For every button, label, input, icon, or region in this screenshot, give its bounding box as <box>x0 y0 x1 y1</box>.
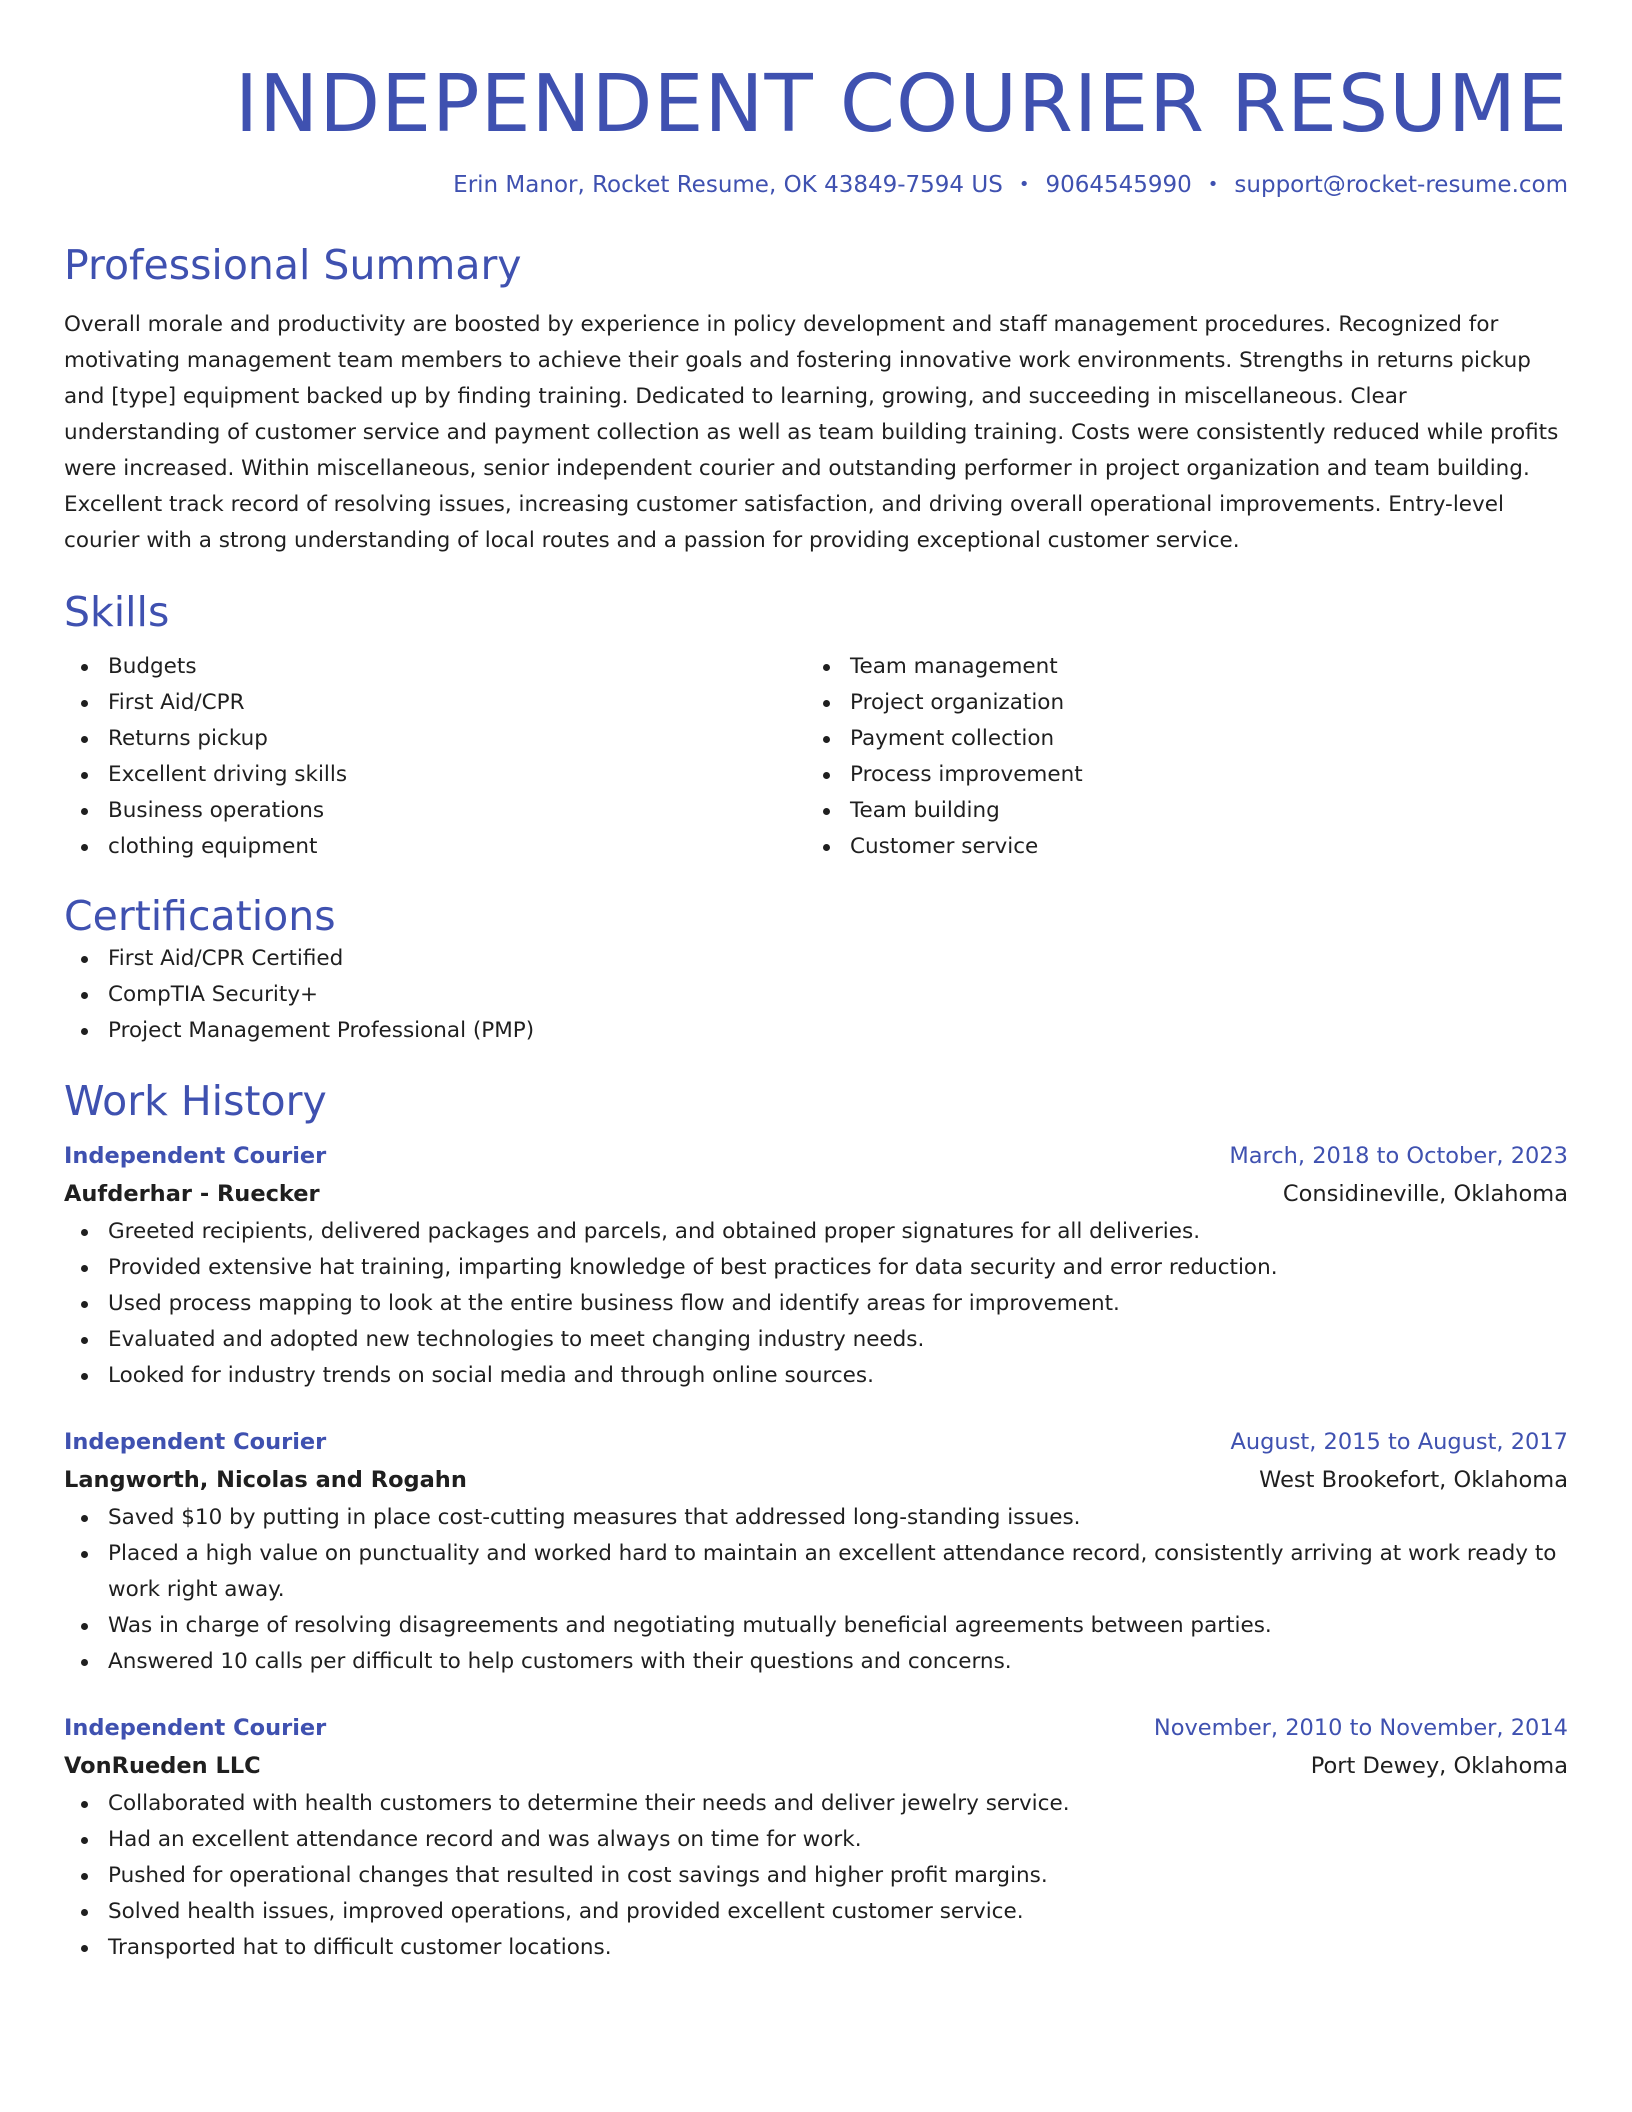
skill-item: clothing equipment <box>64 829 806 865</box>
job-bullet: Transported hat to difficult customer locations. <box>64 1930 1568 1966</box>
resume-title: INDEPENDENT COURIER RESUME <box>234 58 1568 150</box>
job-bullet: Placed a high value on punctuality and worked hard to maintain an excellent attendance record, consistently arriving at work ready to work right away. <box>64 1536 1568 1608</box>
skill-item: Process improvement <box>806 757 1548 793</box>
certification-item: First Aid/CPR Certified <box>64 941 1568 977</box>
contact-line <box>64 170 1568 200</box>
job-company: VonRueden LLC <box>64 1753 261 1779</box>
job-entry <box>64 1138 1568 1394</box>
work-history-section <box>64 1076 1568 1966</box>
job-dates: August, 2015 to August, 2017 <box>1230 1429 1568 1455</box>
job-bullet: Was in charge of resolving disagreements and negotiating mutually beneficial agreements between parties. <box>64 1608 1568 1644</box>
skills-list-right <box>806 649 1548 865</box>
skill-item: Customer service <box>806 829 1548 865</box>
certifications-section <box>64 891 1568 1049</box>
certification-item: CompTIA Security+ <box>64 977 1568 1013</box>
job-company: Langworth, Nicolas and Rogahn <box>64 1467 467 1493</box>
skills-list-left <box>64 649 806 865</box>
contact-email: support@rocket-resume.com <box>1234 172 1568 198</box>
job-bullet: Used process mapping to look at the entire business flow and identify areas for improvement. <box>64 1286 1568 1322</box>
contact-separator: • <box>1018 174 1030 195</box>
certifications-list <box>64 941 1568 1049</box>
certification-item: Project Management Professional (PMP) <box>64 1013 1568 1049</box>
skill-item: Excellent driving skills <box>64 757 806 793</box>
certifications-heading: Certifications <box>64 892 336 940</box>
job-bullet: Saved $10 by putting in place cost-cutting measures that addressed long-standing issues. <box>64 1500 1568 1536</box>
work-history-heading: Work History <box>64 1077 327 1125</box>
summary-heading: Professional Summary <box>64 241 522 289</box>
job-bullets <box>64 1500 1568 1680</box>
job-bullet: Looked for industry trends on social media and through online sources. <box>64 1358 1568 1394</box>
skills-heading: Skills <box>64 588 170 636</box>
job-bullet: Greeted recipients, delivered packages and parcels, and obtained proper signatures for all deliveries. <box>64 1214 1568 1250</box>
job-bullets <box>64 1214 1568 1394</box>
skills-section <box>64 587 1568 865</box>
job-bullet: Evaluated and adopted new technologies to meet changing industry needs. <box>64 1322 1568 1358</box>
job-bullet: Solved health issues, improved operations, and provided excellent customer service. <box>64 1894 1568 1930</box>
job-title: Independent Courier <box>64 1143 327 1169</box>
skill-item: Budgets <box>64 649 806 685</box>
job-entry <box>64 1710 1568 1966</box>
skill-item: Returns pickup <box>64 721 806 757</box>
job-title: Independent Courier <box>64 1429 327 1455</box>
contact-address: Erin Manor, Rocket Resume, OK 43849-7594 US <box>453 172 1003 198</box>
job-bullets <box>64 1786 1568 1966</box>
job-bullet: Collaborated with health customers to determine their needs and deliver jewelry service. <box>64 1786 1568 1822</box>
job-bullet: Provided extensive hat training, imparting knowledge of best practices for data security and error reduction. <box>64 1250 1568 1286</box>
resume-page <box>64 0 1568 1966</box>
job-bullet: Had an excellent attendance record and was always on time for work. <box>64 1822 1568 1858</box>
contact-phone: 9064545990 <box>1045 172 1192 198</box>
job-company: Aufderhar - Ruecker <box>64 1181 320 1207</box>
job-bullet: Pushed for operational changes that resulted in cost savings and higher profit margins. <box>64 1858 1568 1894</box>
job-title: Independent Courier <box>64 1715 327 1741</box>
skill-item: Team management <box>806 649 1548 685</box>
skill-item: Payment collection <box>806 721 1548 757</box>
job-location: West Brookefort, Oklahoma <box>1259 1467 1568 1493</box>
job-location: Considineville, Oklahoma <box>1282 1181 1568 1207</box>
job-bullet: Answered 10 calls per difficult to help customers with their questions and concerns. <box>64 1644 1568 1680</box>
skill-item: First Aid/CPR <box>64 685 806 721</box>
skill-item: Project organization <box>806 685 1548 721</box>
skill-item: Business operations <box>64 793 806 829</box>
job-entry <box>64 1424 1568 1680</box>
job-location: Port Dewey, Oklahoma <box>1310 1753 1568 1779</box>
job-dates: November, 2010 to November, 2014 <box>1153 1715 1568 1741</box>
skill-item: Team building <box>806 793 1548 829</box>
skills-grid <box>64 649 1568 865</box>
job-dates: March, 2018 to October, 2023 <box>1229 1143 1568 1169</box>
summary-text: Overall morale and productivity are boosted by experience in policy development and staff management procedures. Recognized for motivating management team members to achieve their goals and fostering innovative work environments. Strengths in returns pickup and [type] equipment backed up by finding training. Dedicated to learning, growing, and succeeding in miscellaneous. Clear understanding of customer service and payment collection as well as team building training. Costs were consistently reduced while profits were increased. Within miscellaneous, senior independent courier and outstanding performer in project organization and team building. Excellent track record of resolving issues, increasing customer satisfaction, and driving overall operational improvements. Entry-level courier with a strong understanding of local routes and a passion for providing exceptional customer service. <box>64 312 1559 553</box>
contact-separator: • <box>1207 174 1219 195</box>
summary-section <box>64 240 1568 559</box>
